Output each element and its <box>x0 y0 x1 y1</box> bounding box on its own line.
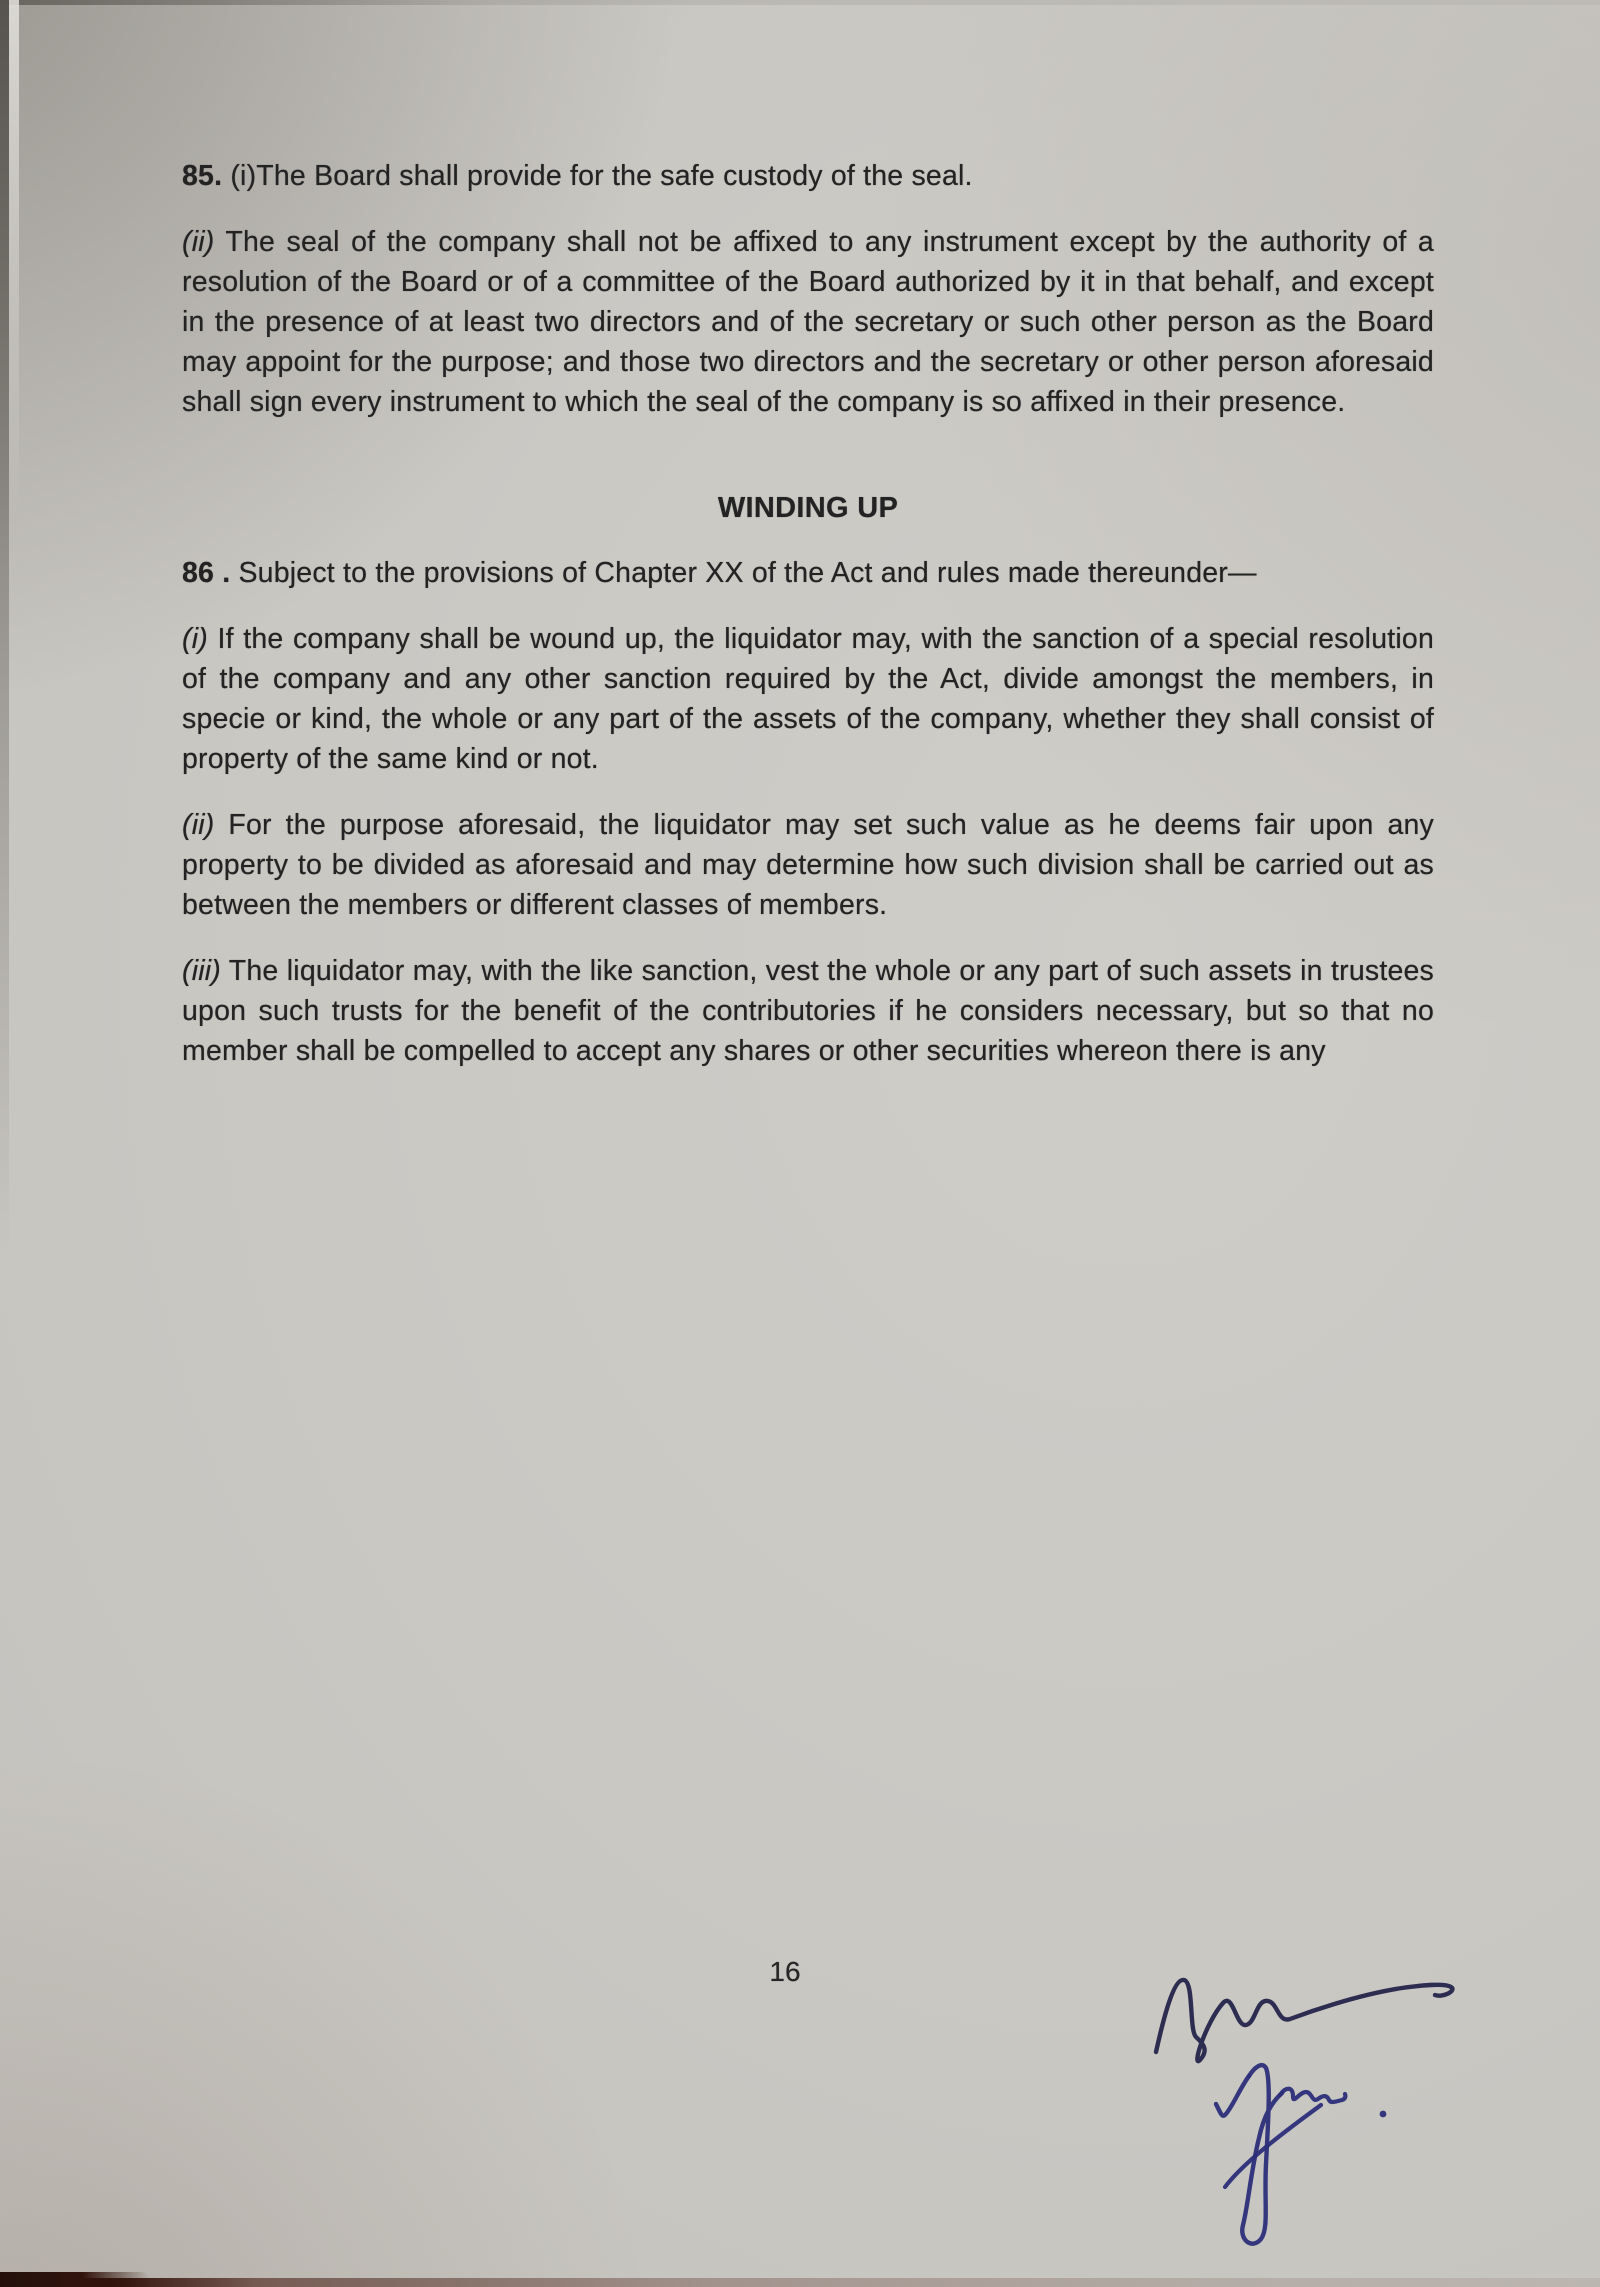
signature-lower-w <box>1280 2089 1345 2102</box>
clause-86-item-iii <box>182 951 1434 1071</box>
scan-edge-left-highlight <box>9 0 19 520</box>
clause-86-item-i-text: If the company shall be wound up, the liquidator may, with the sanction of a special resolution of the company and any other sanction required by the Act, divide amongst the members, in specie or kind, the whole or any part of the assets of the company, whether they shall consist of property of the same kind or not. <box>182 623 1434 775</box>
clause-85-item-ii <box>182 222 1434 422</box>
signature-upper-stroke <box>1156 1980 1452 2061</box>
clause-86-intro-text: Subject to the provisions of Chapter XX of the Act and rules made thereunder— <box>230 557 1257 589</box>
scan-edge-bottom-left-blob <box>0 2272 150 2287</box>
clause-86-item-iii-text: The liquidator may, with the like sanction, vest the whole or any part of such assets in trustees upon such trusts for the benefit of the contributories if he considers necessary, but so that no member shall be compelled to accept any shares or other securities whereon there is any <box>182 955 1434 1067</box>
signature-lower-check <box>1216 2076 1249 2116</box>
document-body <box>182 156 1434 1097</box>
clause-85-item-ii-text: The seal of the company shall not be affixed to any instrument except by the authority of a resolution of the Board or of a committee of the Board authorized by it in that behalf, and except in the presence of at least two directors and of the secretary or such other person as the Board may appoint for the purpose; and those two directors and the secretary or other person aforesaid shall sign every instrument to which the seal of the company is so affixed in their presence. <box>182 226 1434 418</box>
page-number: 16 <box>769 1956 801 1987</box>
clause-85-item-ii-marker: (ii) <box>182 226 215 258</box>
clause-86-item-ii-text: For the purpose aforesaid, the liquidator may set such value as he deems fair upon any property to be divided as aforesaid and may determine how such division shall be carried out as between the members or different classes of members. <box>182 809 1434 921</box>
clause-86-item-iii-marker: (iii) <box>182 955 221 987</box>
section-heading-winding-up: WINDING UP <box>717 492 899 524</box>
signature-lower-stem-loop <box>1242 2065 1282 2244</box>
clause-86-item-ii-marker: (ii) <box>182 809 215 841</box>
clause-85-item-i-text: (i)The Board shall provide for the safe custody of the seal. <box>222 160 973 192</box>
clause-86-item-i-marker: (i) <box>182 623 208 655</box>
scan-edge-top <box>0 0 1600 5</box>
scan-edge-left <box>0 0 9 1250</box>
clause-86-item-ii <box>182 805 1434 925</box>
handwritten-signature <box>1132 1942 1472 2282</box>
clause-86-number: 86 . <box>182 557 231 589</box>
scan-edge-bottom <box>0 2278 1600 2287</box>
clause-85-item-i <box>182 156 1434 196</box>
clause-85-number: 85. <box>182 160 223 192</box>
clause-86-item-i <box>182 619 1434 779</box>
clause-86-intro <box>182 553 1434 593</box>
signature-dot <box>1380 2111 1387 2118</box>
signature-lower-cross <box>1225 2105 1321 2187</box>
